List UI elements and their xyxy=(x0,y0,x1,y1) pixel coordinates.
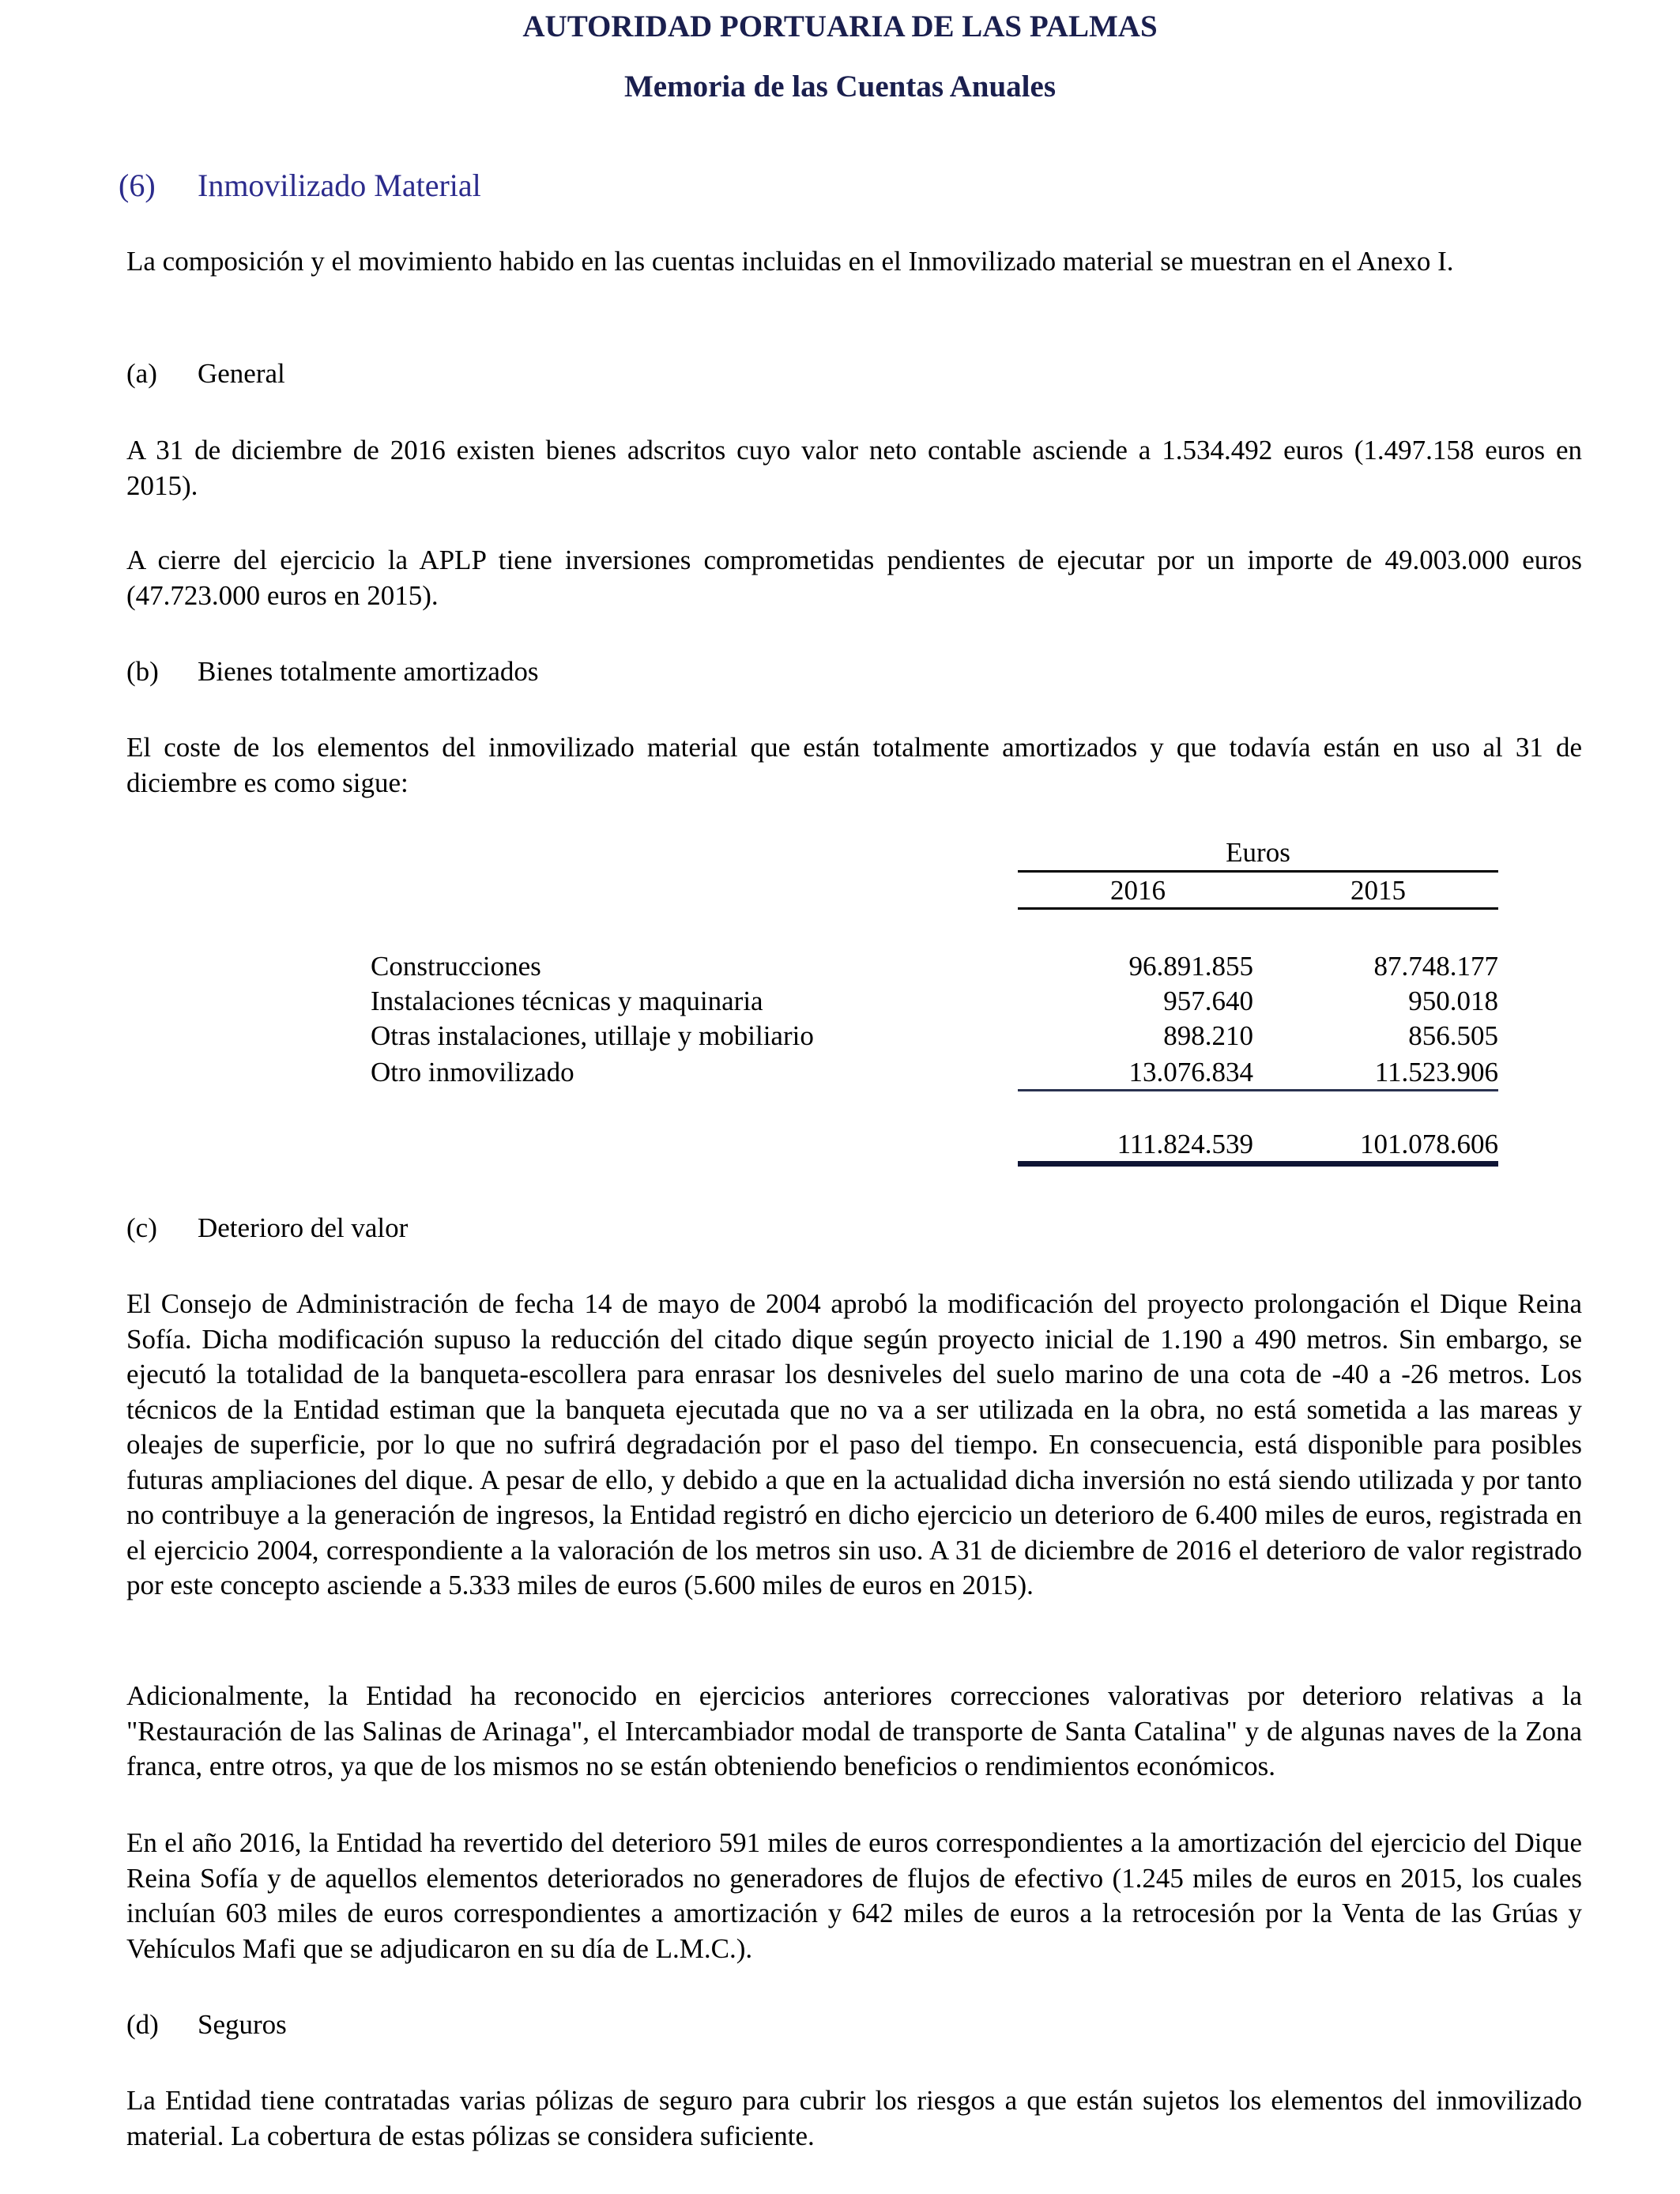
column-header-2016: 2016 xyxy=(1110,875,1166,906)
row-value-2016: 13.076.834 xyxy=(1128,1057,1253,1088)
table-rule xyxy=(1018,870,1498,873)
subsection-b-heading xyxy=(126,654,539,690)
row-value-2015: 87.748.177 xyxy=(1373,951,1498,982)
total-value-2015: 101.078.606 xyxy=(1360,1129,1498,1159)
document-title: Memoria de las Cuentas Anuales xyxy=(624,70,1056,104)
subsection-number: (b) xyxy=(126,656,159,687)
row-label: Construcciones xyxy=(371,951,541,982)
table-unit: Euros xyxy=(1226,837,1290,868)
subsection-title: Deterioro del valor xyxy=(198,1212,409,1243)
subsection-title: Bienes totalmente amortizados xyxy=(198,656,539,687)
subtotal-rule xyxy=(1018,1089,1498,1091)
paragraph-amortizados: El coste de los elementos del inmovilizado material que están totalmente amortizados y que todavía están en uso al 31 de diciembre es como sigue: xyxy=(126,732,1582,798)
total-rule xyxy=(1018,1161,1498,1167)
paragraph-bienes-adscritos: A 31 de diciembre de 2016 existen bienes adscritos cuyo valor neto contable asciende a 1.534.492 euros (1.497.158 euros en 2015). xyxy=(126,435,1582,501)
subsection-number: (a) xyxy=(126,358,157,389)
subsection-c-heading xyxy=(126,1211,408,1246)
subsection-title: Seguros xyxy=(198,2009,287,2040)
paragraph-seguros: La Entidad tiene contratadas varias pólizas de seguro para cubrir los riesgos a que están sujetos los elementos del inmovilizado material. La cobertura de estas pólizas se considera suficiente. xyxy=(126,2085,1582,2151)
section-number: (6) xyxy=(119,168,156,203)
table-rule xyxy=(1018,907,1498,910)
row-label: Instalaciones técnicas y maquinaria xyxy=(371,986,763,1016)
subsection-a-heading xyxy=(126,356,285,392)
row-label: Otras instalaciones, utillaje y mobiliario xyxy=(371,1020,814,1051)
row-value-2016: 957.640 xyxy=(1163,986,1253,1016)
subsection-number: (c) xyxy=(126,1212,157,1243)
intro-paragraph: La composición y el movimiento habido en las cuentas incluidas en el Inmovilizado material se muestran en el Anexo I. xyxy=(126,246,1454,277)
row-value-2015: 11.523.906 xyxy=(1374,1057,1498,1088)
organization-title: AUTORIDAD PORTUARIA DE LAS PALMAS xyxy=(522,9,1158,43)
subsection-d-heading xyxy=(126,2007,287,2043)
column-header-2015: 2015 xyxy=(1350,875,1406,906)
total-value-2016: 111.824.539 xyxy=(1117,1129,1253,1159)
row-label: Otro inmovilizado xyxy=(371,1057,574,1088)
paragraph-inversiones: A cierre del ejercicio la APLP tiene inversiones comprometidas pendientes de ejecutar por un importe de 49.003.000 euros (47.723.000 euros en 2015). xyxy=(126,545,1582,611)
row-value-2015: 950.018 xyxy=(1408,986,1498,1016)
paragraph-reversion: En el año 2016, la Entidad ha revertido del deterioro 591 miles de euros correspondientes a la amortización del ejercicio del Dique Reina Sofía y de aquellos elementos deteriorados no generadores de flujos de efectivo (1.245 miles de euros en 2015, los cuales incluían 603 miles de euros correspondientes a amortización y 642 miles de euros a la retrocesión por la Venta de las Grúas y Vehículos Mafi que se adjudicaron en su día de L.M.C.). xyxy=(126,1827,1582,1964)
subsection-number: (d) xyxy=(126,2009,159,2040)
row-value-2015: 856.505 xyxy=(1408,1020,1498,1051)
row-value-2016: 898.210 xyxy=(1163,1020,1253,1051)
subsection-title: General xyxy=(198,358,285,389)
row-value-2016: 96.891.855 xyxy=(1128,951,1253,982)
section-heading xyxy=(119,168,481,204)
paragraph-dique-reina-sofia: El Consejo de Administración de fecha 14 de mayo de 2004 aprobó la modificación del proyecto prolongación el Dique Reina Sofía. Dicha modificación supuso la reducción del citado dique según proyecto inicial de 1.190 a 490 metros. Sin embargo, se ejecutó la totalidad de la banqueta-escollera para enrasar los desniveles del suelo marino de una cota de -40 a -26 metros. Los técnicos de la Entidad estiman que la banqueta ejecutada que no va a ser utilizada en la obra, no está sometida a las mareas y oleajes de superficie, por lo que no sufrirá degradación por el paso del tiempo. En consecuencia, está disponible para posibles futuras ampliaciones del dique. A pesar de ello, y debido a que en la actualidad dicha inversión no está siendo utilizada y por tanto no contribuye a la generación de ingresos, la Entidad registró en dicho ejercicio un deterioro de 6.400 miles de euros, registrada en el ejercicio 2004, correspondiente a la valoración de los metros sin uso. A 31 de diciembre de 2016 el deterioro de valor registrado por este concepto asciende a 5.333 miles de euros (5.600 miles de euros en 2015). xyxy=(126,1288,1582,1600)
paragraph-correcciones: Adicionalmente, la Entidad ha reconocido en ejercicios anteriores correcciones valorativas por deterioro relativas a la "Restauración de las Salinas de Arinaga", el Intercambiador modal de transporte de Santa Catalina" y de algunas naves de la Zona franca, entre otros, ya que de los mismos no se están obteniendo beneficios o rendimientos económicos. xyxy=(126,1680,1582,1781)
section-title: Inmovilizado Material xyxy=(198,168,481,203)
